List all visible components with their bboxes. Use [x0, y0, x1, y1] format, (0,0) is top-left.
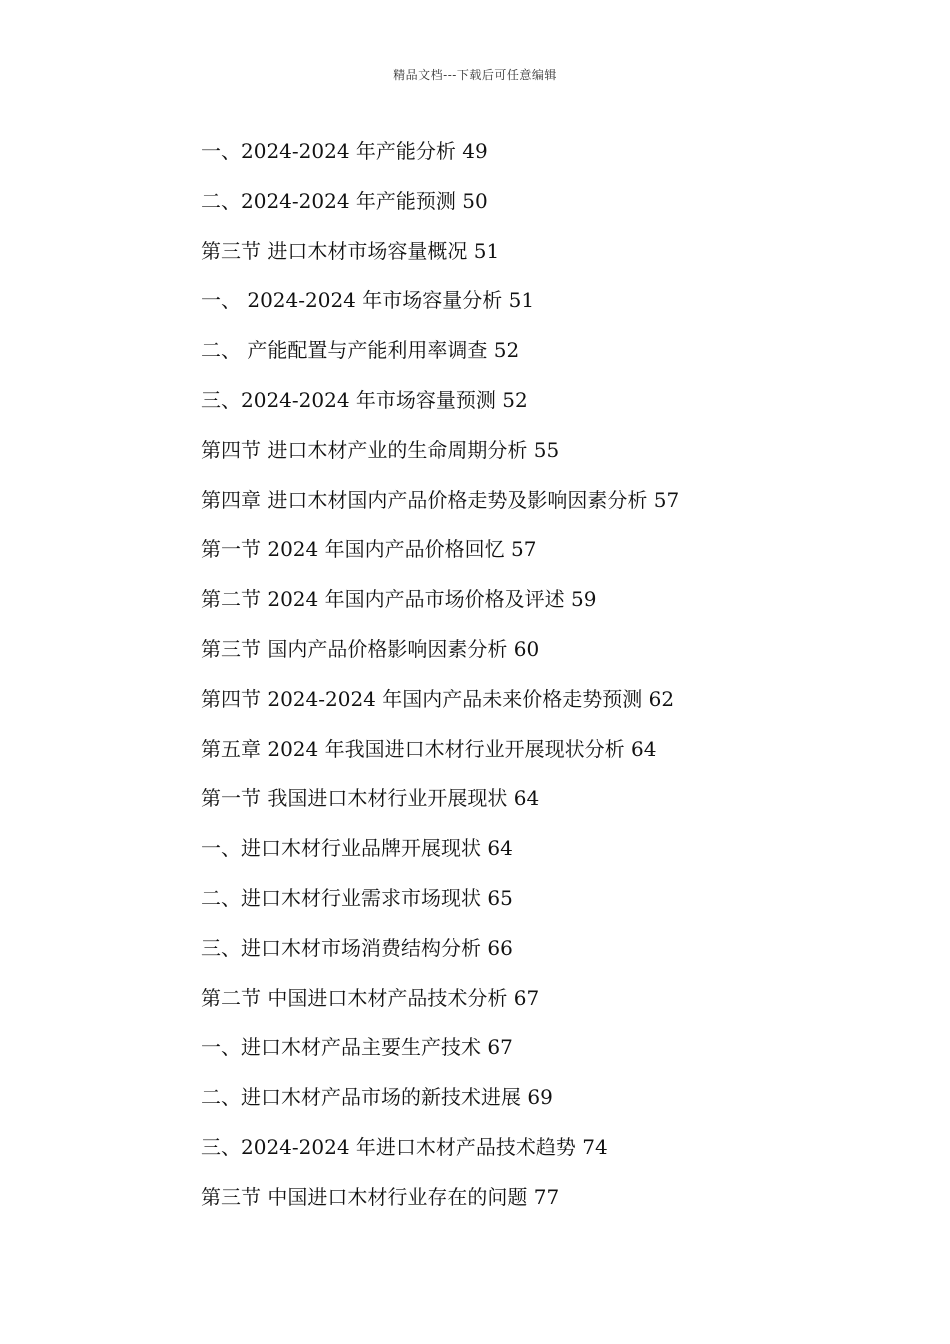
toc-entry: 三、2024-2024 年进口木材产品技术趋势 74: [201, 1134, 608, 1159]
toc-entry: 二、2024-2024 年产能预测 50: [201, 188, 488, 213]
toc-entry: 二、进口木材产品市场的新技术进展 69: [201, 1085, 553, 1110]
toc-entry: 一、进口木材行业品牌开展现状 64: [201, 836, 513, 861]
toc-entry: 第二节 中国进口木材产品技术分析 67: [201, 985, 540, 1010]
toc-entry: 一、 2024-2024 年市场容量分析 51: [201, 288, 535, 313]
toc-entry: 第二节 2024 年国内产品市场价格及评述 59: [201, 587, 597, 612]
toc-entry: 一、2024-2024 年产能分析 49: [201, 139, 488, 163]
toc-entry: 第一节 我国进口木材行业开展现状 64: [201, 786, 540, 811]
toc-entry: 第四章 进口木材国内产品价格走势及影响因素分析 57: [201, 487, 680, 512]
toc-entry: 二、 产能配置与产能利用率调查 52: [201, 338, 520, 363]
toc-entry: 第四节 进口木材产业的生命周期分析 55: [201, 437, 560, 462]
toc-entry: 一、进口木材产品主要生产技术 67: [201, 1035, 513, 1060]
table-of-contents: [201, 136, 901, 1232]
toc-entry: 第五章 2024 年我国进口木材行业开展现状分析 64: [201, 736, 657, 761]
toc-entry: 第三节 进口木材市场容量概况 51: [201, 238, 500, 263]
toc-entry: 第三节 国内产品价格影响因素分析 60: [201, 636, 540, 661]
toc-entry: 第四节 2024-2024 年国内产品未来价格走势预测 62: [201, 686, 675, 711]
toc-entry: 三、进口木材市场消费结构分析 66: [201, 935, 513, 960]
toc-entry: 第一节 2024 年国内产品价格回忆 57: [201, 537, 537, 562]
toc-entry: 三、2024-2024 年市场容量预测 52: [201, 387, 528, 412]
toc-entry: 二、进口木材行业需求市场现状 65: [201, 885, 513, 910]
toc-entry: 第三节 中国进口木材行业存在的问题 77: [201, 1184, 560, 1209]
page-header: 精品文档---下载后可任意编辑: [393, 68, 557, 82]
